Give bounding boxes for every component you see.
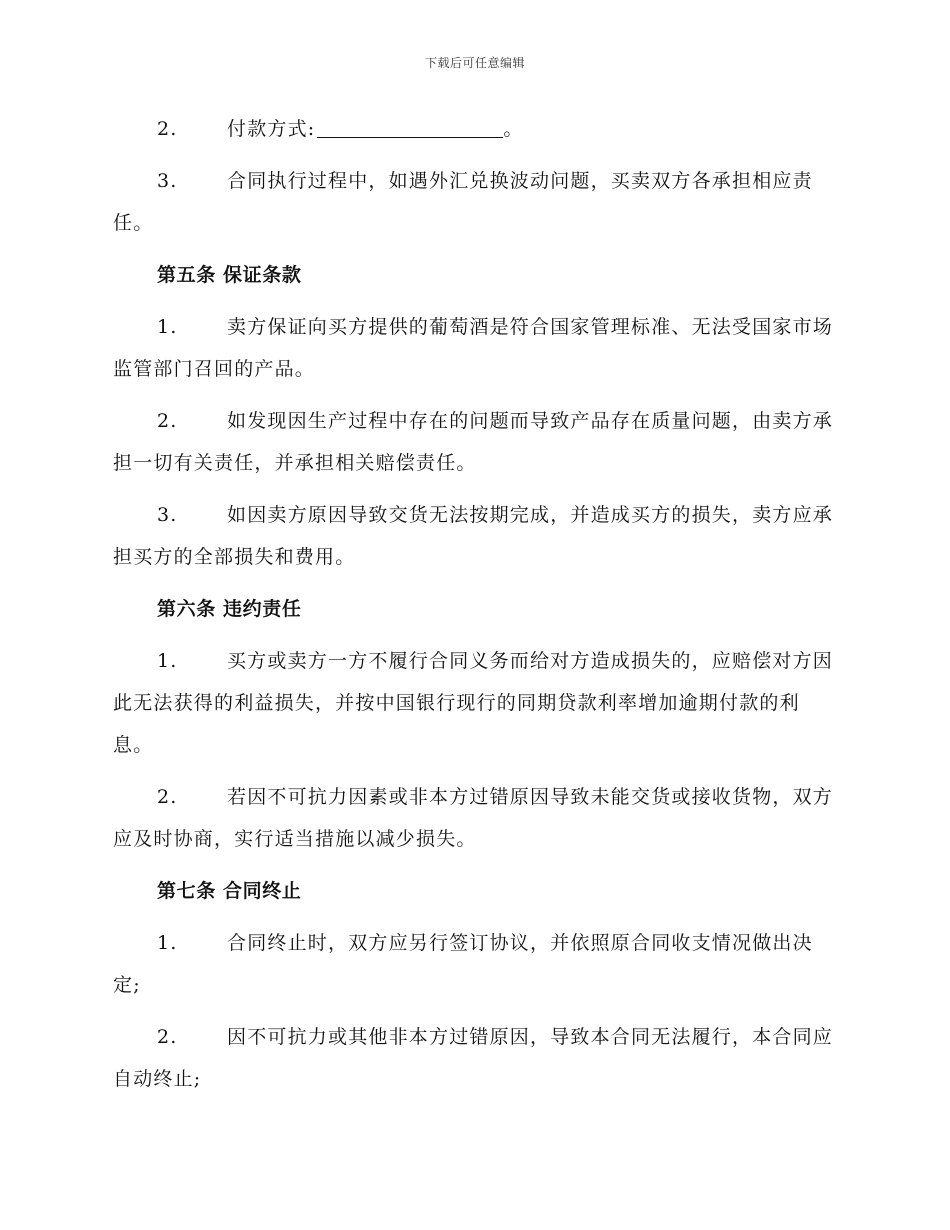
payment-method-blank: [317, 115, 503, 138]
section-heading: 第六条 违约责任: [157, 598, 302, 620]
item-number: 3.: [157, 504, 178, 526]
payment-method-label: 付款方式:: [227, 118, 316, 140]
item-text: 买方或卖方一方不履行合同义务而给对方造成损失的，应赔偿对方因此无法获得的利益损失，并按中国银行现行的同期贷款利率增加逾期付款的利息。: [113, 650, 834, 756]
item-suffix: 。: [503, 118, 524, 140]
item-number: 2.: [157, 410, 178, 432]
clause-item: [113, 494, 833, 578]
item-text: 如因卖方原因导致交货无法按期完成，并造成买方的损失，卖方应承担买方的全部损失和费用。: [113, 504, 834, 568]
item-number: 2.: [157, 786, 178, 808]
clause-item: [113, 400, 833, 484]
item-number: 2.: [157, 1026, 178, 1048]
item-number: 2.: [157, 118, 178, 140]
clause-item: [113, 922, 833, 1006]
item-text: 因不可抗力或其他非本方过错原因，导致本合同无法履行，本合同应自动终止;: [113, 1026, 834, 1090]
clause-item: [113, 306, 833, 390]
page-header: 下载后可任意编辑: [424, 56, 525, 70]
item-text: 如发现因生产过程中存在的问题而导致产品存在质量问题，由卖方承担一切有关责任，并承担相关赔偿责任。: [113, 410, 834, 474]
clause-item: [113, 108, 833, 150]
item-number: 3.: [157, 170, 178, 192]
item-text: 合同终止时，双方应另行签订协议，并依照原合同收支情况做出决定;: [113, 932, 813, 996]
clause-item: [113, 160, 833, 244]
item-number: 1.: [157, 650, 178, 672]
item-text: 若因不可抗力因素或非本方过错原因导致未能交货或接收货物，双方应及时协商，实行适当措施以减少损失。: [113, 786, 834, 850]
item-number: 1.: [157, 932, 178, 954]
clause-item: [113, 640, 833, 766]
section-heading: 第五条 保证条款: [157, 264, 302, 286]
clause-item: [113, 776, 833, 860]
item-text: 卖方保证向买方提供的葡萄酒是符合国家管理标准、无法受国家市场监管部门召回的产品。: [113, 316, 834, 380]
clause-item: [113, 1016, 833, 1100]
item-number: 1.: [157, 316, 178, 338]
section-heading: 第七条 合同终止: [157, 880, 302, 902]
item-text: 合同执行过程中，如遇外汇兑换波动问题，买卖双方各承担相应责任。: [113, 170, 813, 234]
document-body: [113, 108, 833, 1110]
